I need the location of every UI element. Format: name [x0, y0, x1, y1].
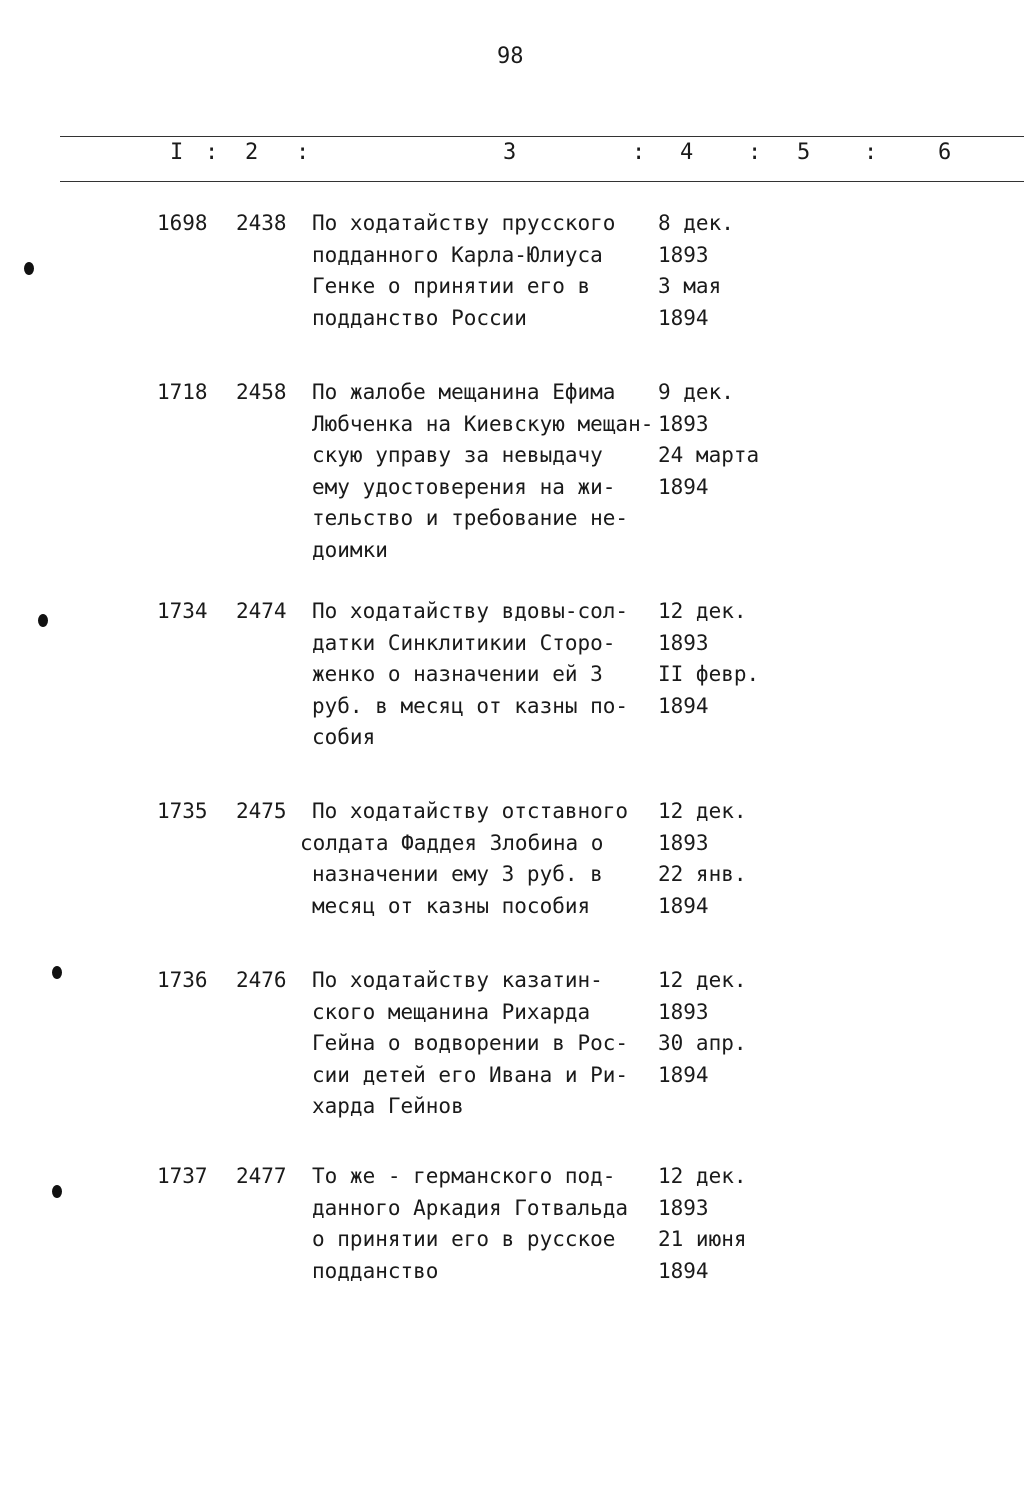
column-header-3: 3 [503, 140, 517, 165]
description-line: скую управу за невыдачу [312, 443, 603, 467]
date-line: 9 дек. [658, 380, 734, 404]
description-line: По ходатайству казатин- [312, 968, 603, 992]
page-number: 98 [497, 44, 524, 69]
description-line: По жалобе мещанина Ефима [312, 380, 616, 404]
date-line: 1893 [658, 1195, 709, 1220]
entry-description [300, 796, 657, 922]
description-line: По ходатайству вдовы-сол- [312, 599, 629, 623]
date-line: 8 дек. [658, 211, 734, 235]
description-line: ему удостоверения на жи- [312, 474, 616, 499]
archive-number: 2477 [236, 1164, 287, 1188]
description-line: сии детей его Ивана и Ри- [312, 1062, 629, 1087]
date-line: 12 дек. [658, 968, 747, 992]
entry-number: 1718 [157, 380, 208, 404]
date-line: 1894 [658, 1062, 709, 1087]
description-line: солдата Фаддея Злобина о [300, 830, 604, 855]
entry-dates [658, 965, 747, 1091]
column-header-separator: : [296, 140, 310, 165]
description-line: женко о назначении ей 3 [312, 662, 603, 686]
column-header-separator: : [205, 140, 219, 165]
punch-hole-mark [52, 1185, 62, 1198]
date-line: 1893 [658, 830, 709, 855]
date-line: 1894 [658, 693, 709, 718]
date-line: 12 дек. [658, 799, 747, 823]
date-line: 1894 [658, 1258, 709, 1283]
date-line: 1893 [658, 630, 709, 655]
entry-dates [658, 208, 734, 334]
punch-hole-mark [24, 262, 34, 275]
description-line: Любченка на Киевскую мещан- [312, 411, 654, 436]
date-line: 22 янв. [658, 862, 747, 886]
punch-hole-mark [38, 614, 48, 627]
date-line: 21 июня [658, 1227, 747, 1251]
punch-hole-mark [52, 966, 62, 979]
description-line: харда Гейнов [312, 1094, 464, 1118]
description-line: месяц от казны пособия [312, 893, 591, 918]
archive-number: 2458 [236, 380, 287, 404]
entry-description [312, 377, 657, 566]
entry-number: 1734 [157, 599, 208, 623]
date-line: 12 дек. [658, 1164, 747, 1188]
entry-number: 1698 [157, 211, 208, 235]
description-line: Гейна о водворении в Рос- [312, 1031, 629, 1055]
description-line: подданного Карла-Юлиуса [312, 242, 603, 267]
header-rule-top [60, 136, 1024, 137]
description-line: подданство [312, 1258, 439, 1283]
description-line: тельство и требование не- [312, 506, 629, 530]
entry-dates [658, 596, 759, 722]
column-header-separator: : [748, 140, 762, 165]
entry-description [312, 596, 657, 754]
column-header-2: 2 [245, 140, 259, 165]
description-line: По ходатайству прусского [312, 211, 616, 235]
description-line: о принятии его в русское [312, 1227, 616, 1251]
date-line: 1893 [658, 411, 709, 436]
entry-dates [658, 796, 747, 922]
entry-number: 1735 [157, 799, 208, 823]
description-line: доимки [312, 537, 388, 562]
description-line: руб. в месяц от казны по- [312, 693, 629, 718]
date-line: 1893 [658, 999, 709, 1024]
column-header-1: I [170, 140, 184, 165]
archive-number: 2474 [236, 599, 287, 623]
entry-dates [658, 377, 759, 503]
description-line: данного Аркадия Готвальда [312, 1195, 629, 1220]
date-line: 1894 [658, 305, 709, 330]
archive-number: 2476 [236, 968, 287, 992]
column-header-separator: : [864, 140, 878, 165]
archive-number: 2438 [236, 211, 287, 235]
description-line: ского мещанина Рихарда [312, 999, 591, 1024]
date-line: 24 марта [658, 443, 760, 467]
date-line: 12 дек. [658, 599, 747, 623]
archive-number: 2475 [236, 799, 287, 823]
description-line: По ходатайству отставного [312, 799, 629, 823]
description-line: назначении ему 3 руб. в [312, 862, 603, 886]
entry-number: 1736 [157, 968, 208, 992]
description-line: собия [312, 725, 376, 749]
column-header-separator: : [632, 140, 646, 165]
date-line: 1894 [658, 474, 709, 499]
description-line: Генке о принятии его в [312, 274, 591, 298]
entry-description [312, 1161, 657, 1287]
description-line: То же - германского под- [312, 1164, 616, 1188]
date-line: 1893 [658, 242, 709, 267]
header-rule-bottom [60, 181, 1024, 182]
description-line: датки Синклитикии Сторо- [312, 630, 616, 655]
entry-dates [658, 1161, 747, 1287]
date-line: 1894 [658, 893, 709, 918]
column-header-6: 6 [938, 140, 952, 165]
entry-description [312, 965, 657, 1123]
entry-description [312, 208, 657, 334]
column-header-4: 4 [680, 140, 694, 165]
column-header-5: 5 [797, 140, 811, 165]
date-line: 3 мая [658, 274, 722, 298]
date-line: 30 апр. [658, 1031, 747, 1055]
date-line: II февр. [658, 662, 760, 686]
description-line: подданство России [312, 305, 527, 330]
entry-number: 1737 [157, 1164, 208, 1188]
